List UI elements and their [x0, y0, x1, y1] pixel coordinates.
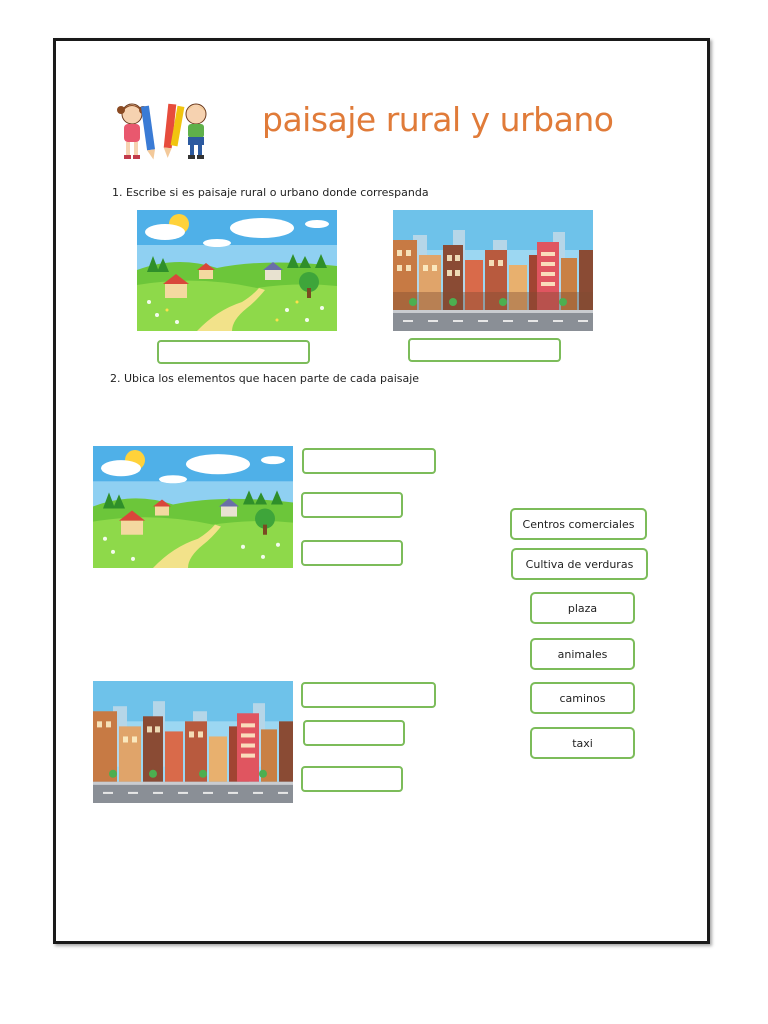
word-card-caminos[interactable]: caminos — [530, 682, 635, 714]
urban-answer-box-2[interactable] — [303, 720, 405, 746]
urban-landscape-image-2 — [93, 681, 293, 803]
answer-box-urban[interactable] — [408, 338, 561, 362]
word-card-plaza[interactable]: plaza — [530, 592, 635, 624]
word-card-cultiva-de-verduras[interactable]: Cultiva de verduras — [511, 548, 648, 580]
instruction-2: 2. Ubica los elementos que hacen parte de cada paisaje — [110, 372, 420, 385]
rural-landscape-image-2 — [93, 446, 293, 568]
kids-with-pencils-illustration — [110, 100, 220, 164]
answer-box-rural[interactable] — [157, 340, 310, 364]
urban-landscape-image — [393, 210, 593, 331]
rural-answer-box-2[interactable] — [301, 492, 403, 518]
worksheet-title: paisaje rural y urbano — [262, 100, 614, 139]
rural-answer-box-3[interactable] — [301, 540, 403, 566]
word-card-taxi[interactable]: taxi — [530, 727, 635, 759]
urban-answer-box-1[interactable] — [301, 682, 436, 708]
instruction-1: 1. Escribe si es paisaje rural o urbano donde correspanda — [112, 186, 429, 199]
word-card-animales[interactable]: animales — [530, 638, 635, 670]
word-card-centros-comerciales[interactable]: Centros comerciales — [510, 508, 647, 540]
rural-answer-box-1[interactable] — [302, 448, 436, 474]
urban-answer-box-3[interactable] — [301, 766, 403, 792]
rural-landscape-image — [137, 210, 337, 331]
